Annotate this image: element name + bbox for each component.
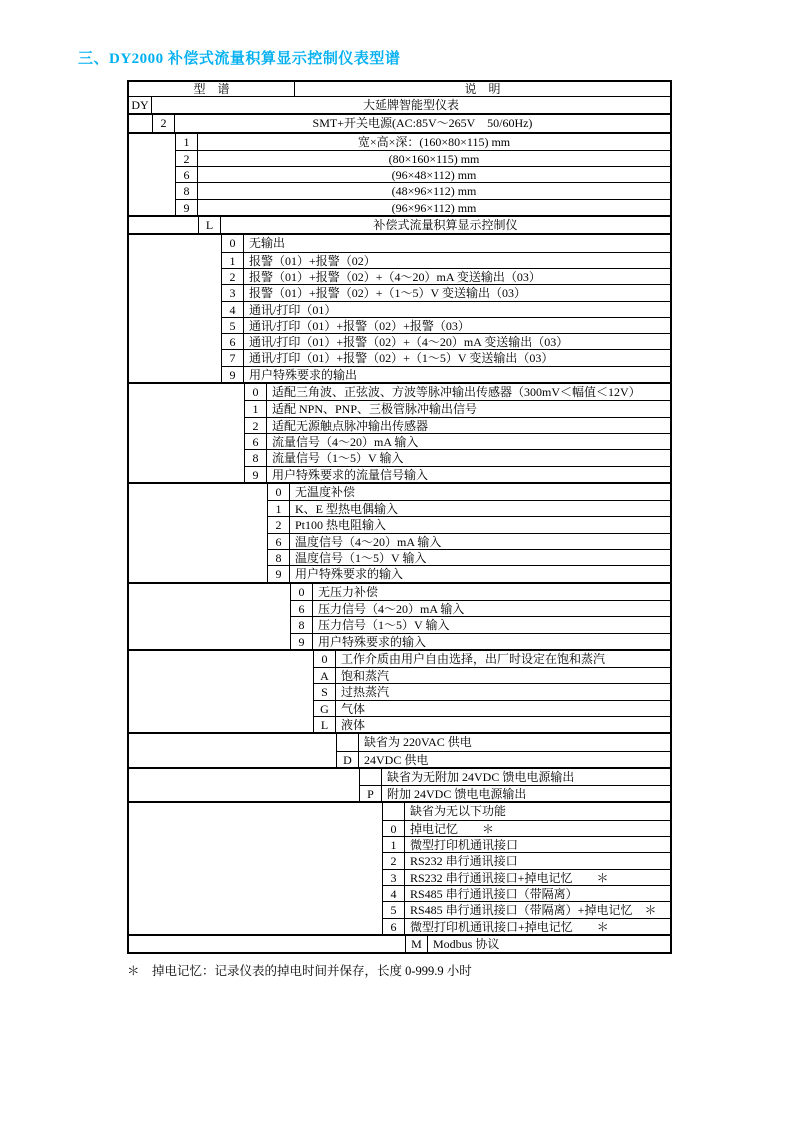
model-code-cell [336, 734, 359, 750]
model-group-feed-power [129, 767, 670, 802]
model-code-cell: 8 [244, 450, 267, 465]
model-code-cell: 6 [244, 434, 267, 449]
model-code-cell: 4 [382, 886, 405, 901]
model-row [221, 284, 670, 300]
model-desc-cell: 补偿式流量积算显示控制仪 [373, 218, 518, 233]
model-desc-cell: RS232 串行通讯接口 [410, 854, 518, 869]
model-row [290, 584, 670, 600]
model-group-flow-input [129, 382, 670, 482]
model-row [290, 600, 670, 616]
model-row [221, 235, 670, 251]
model-row [244, 433, 670, 449]
model-row [221, 317, 670, 333]
model-group-case-size [129, 132, 670, 215]
model-row [244, 466, 670, 482]
model-code-cell: 9 [290, 634, 313, 649]
model-row [382, 901, 670, 917]
model-desc-cell: 微型打印机通讯接口+掉电记忆 ＊ [410, 919, 609, 934]
model-code-cell: 0 [290, 584, 313, 600]
model-code-cell: 8 [267, 550, 290, 565]
model-desc-cell: 缺省为无附加 24VDC 馈电电源输出 [387, 769, 575, 784]
model-desc-cell: SMT+开关电源(AC:85V～265V 50/60Hz) [312, 116, 533, 131]
model-row [336, 734, 670, 750]
model-desc-cell: 缺省为 220VAC 供电 [364, 735, 472, 750]
model-code-cell: 9 [221, 367, 244, 382]
model-group-output [129, 233, 670, 382]
model-desc-cell: 附加 24VDC 馈电电源输出 [387, 787, 527, 802]
model-row [313, 716, 670, 732]
model-code-cell: 5 [382, 902, 405, 917]
model-code-cell: P [359, 786, 382, 801]
model-row [175, 166, 670, 182]
model-desc-cell: 掉电记忆 ＊ [410, 821, 495, 836]
model-row [129, 97, 670, 113]
model-desc-cell: 报警（01）+报警（02） [249, 253, 376, 268]
model-code-cell: 1 [175, 134, 198, 150]
model-desc-cell: RS232 串行通讯接口+掉电记忆 ＊ [410, 870, 609, 885]
model-code-cell: 6 [221, 334, 244, 349]
model-desc-cell: 报警（01）+报警（02）+（1～5）V 变送输出（03） [249, 286, 526, 301]
indent-spacer [129, 734, 336, 767]
model-group-temperature-input [129, 482, 670, 582]
model-group-medium [129, 649, 670, 732]
model-code-cell [359, 769, 382, 785]
model-code-cell: 1 [244, 401, 267, 416]
model-desc-cell: 通讯/打印（01）+报警（02）+报警（03） [249, 318, 470, 333]
model-row [382, 885, 670, 901]
indent-spacer [129, 217, 198, 233]
model-desc-cell: 报警（01）+报警（02）+（4～20）mA 变送输出（03） [249, 269, 541, 284]
model-code-cell: S [313, 684, 336, 699]
model-desc-cell: 通讯/打印（01） [249, 302, 337, 317]
model-code-cell: 6 [290, 601, 313, 616]
model-row [175, 150, 670, 166]
model-row [382, 852, 670, 868]
model-row [313, 700, 670, 716]
model-group-power-type [129, 113, 670, 131]
model-row [221, 301, 670, 317]
model-desc-cell: 适配三角波、正弦波、方波等脉冲输出传感器（300mV＜幅值＜12V） [272, 385, 641, 400]
model-row [244, 417, 670, 433]
model-row [267, 484, 670, 500]
model-desc-cell: 温度信号（1～5）V 输入 [295, 551, 427, 566]
table-header-row [129, 82, 670, 97]
model-group-brand [129, 97, 670, 113]
indent-spacer [129, 651, 313, 732]
model-row [382, 918, 670, 934]
model-desc-cell: 用户特殊要求的输出 [249, 367, 358, 382]
model-group-extra-function [129, 801, 670, 933]
model-desc-cell: 适配 NPN、PNP、三极管脉冲输出信号 [272, 402, 478, 417]
model-row [267, 516, 670, 532]
model-table [127, 80, 672, 954]
model-row [198, 217, 670, 233]
model-desc-cell: 无输出 [249, 236, 286, 251]
header-model-spectrum-cell: 型 谱 [129, 82, 295, 96]
model-row [382, 803, 670, 819]
model-row [175, 134, 670, 150]
indent-spacer [129, 936, 405, 952]
model-code-cell: G [313, 701, 336, 716]
model-desc-cell: 24VDC 供电 [364, 752, 429, 767]
model-desc-cell: 用户特殊要求的输入 [318, 634, 427, 649]
model-code-cell: 4 [221, 302, 244, 317]
model-code-cell: 7 [221, 350, 244, 365]
model-code-cell: L [313, 717, 336, 732]
model-desc-cell: (80×160×115) mm [388, 151, 480, 166]
model-desc-cell: 无温度补偿 [295, 484, 356, 499]
model-code-cell: 8 [175, 183, 198, 198]
indent-spacer [129, 134, 175, 215]
model-row [221, 366, 670, 382]
model-row [152, 115, 670, 131]
model-row [175, 182, 670, 198]
model-desc-cell: 通讯/打印（01）+报警（02）+（4～20）mA 变送输出（03） [249, 335, 569, 350]
model-code-cell: 0 [267, 484, 290, 500]
model-row [267, 549, 670, 565]
model-code-cell: 2 [175, 151, 198, 166]
model-row [221, 252, 670, 268]
model-group-supply-voltage [129, 732, 670, 767]
indent-spacer [129, 115, 152, 131]
model-desc-cell: 液体 [341, 717, 366, 732]
model-code-cell: L [198, 217, 221, 233]
model-code-cell: 8 [290, 617, 313, 632]
model-group-pressure-input [129, 582, 670, 649]
indent-spacer [129, 384, 244, 482]
model-code-cell: DY [129, 97, 152, 113]
model-row [221, 268, 670, 284]
model-row [175, 199, 670, 215]
model-group-instrument-type [129, 215, 670, 233]
model-row [244, 384, 670, 400]
indent-spacer [129, 235, 221, 382]
indent-spacer [129, 484, 267, 582]
model-desc-cell: 工作介质由用户自由选择，出厂时设定在饱和蒸汽 [341, 651, 606, 666]
model-desc-cell: RS485 串行通讯接口（带隔离） [410, 886, 578, 901]
model-desc-cell: K、E 型热电偶输入 [295, 502, 398, 517]
model-code-cell: 0 [313, 651, 336, 667]
model-code-cell: 1 [221, 253, 244, 268]
model-desc-cell: 压力信号（4～20）mA 输入 [318, 601, 465, 616]
model-desc-cell: 宽×高×深：(160×80×115) mm [357, 134, 511, 149]
model-row [336, 751, 670, 767]
model-row [382, 869, 670, 885]
model-code-cell: 5 [221, 318, 244, 333]
model-code-cell: 2 [221, 269, 244, 284]
model-desc-cell: 大延牌智能型仪表 [362, 98, 459, 112]
model-row [267, 533, 670, 549]
header-description-cell: 说 明 [464, 82, 501, 96]
indent-spacer [129, 803, 382, 933]
model-row [244, 449, 670, 465]
model-row [359, 785, 670, 801]
model-desc-cell: (96×48×112) mm [391, 168, 477, 183]
model-code-cell: 6 [267, 534, 290, 549]
model-code-cell: 1 [267, 501, 290, 516]
model-desc-cell: (96×96×112) mm [391, 200, 477, 215]
model-desc-cell: 微型打印机通讯接口 [410, 838, 519, 853]
model-row [313, 667, 670, 683]
model-code-cell: 2 [152, 115, 175, 131]
indent-spacer [129, 584, 290, 649]
model-row [290, 616, 670, 632]
model-desc-cell: RS485 串行通讯接口（带隔离）+掉电记忆 ＊ [410, 903, 657, 918]
model-code-cell: 0 [221, 235, 244, 251]
model-code-cell: 2 [267, 517, 290, 532]
model-code-cell: 6 [175, 167, 198, 182]
model-row [267, 500, 670, 516]
model-code-cell: 6 [382, 919, 405, 934]
page-title: 三、DY2000 补偿式流量积算显示控制仪表型谱 [78, 51, 401, 67]
model-row [313, 651, 670, 667]
model-desc-cell: Pt100 热电阻输入 [295, 518, 387, 533]
model-code-cell [382, 803, 405, 819]
model-code-cell: 0 [244, 384, 267, 400]
model-row [382, 820, 670, 836]
model-desc-cell: (48×96×112) mm [391, 184, 477, 199]
model-desc-cell: 缺省为无以下功能 [410, 804, 507, 819]
model-desc-cell: 气体 [341, 701, 366, 716]
footnote: ＊ 掉电记忆：记录仪表的掉电时间并保存，长度 0-999.9 小时 [127, 964, 472, 978]
model-desc-cell: 流量信号（1～5）V 输入 [272, 451, 404, 466]
indent-spacer [129, 769, 359, 802]
model-code-cell: 9 [244, 467, 267, 482]
model-code-cell: 3 [221, 285, 244, 300]
model-desc-cell: 通讯/打印（01）+报警（02）+（1～5）V 变送输出（03） [249, 351, 554, 366]
model-row [313, 683, 670, 699]
model-code-cell: M [405, 936, 428, 952]
model-row [244, 400, 670, 416]
model-desc-cell: 饱和蒸汽 [341, 669, 390, 684]
model-code-cell: 9 [267, 566, 290, 581]
model-desc-cell: 压力信号（1～5）V 输入 [318, 618, 450, 633]
model-desc-cell: 用户特殊要求的流量信号输入 [272, 467, 429, 482]
model-code-cell: 1 [382, 837, 405, 852]
model-row [382, 836, 670, 852]
model-row [405, 936, 670, 952]
model-row [221, 349, 670, 365]
model-row [290, 633, 670, 649]
model-code-cell: 2 [244, 418, 267, 433]
model-code-cell: 0 [382, 821, 405, 836]
model-code-cell: D [336, 752, 359, 767]
model-desc-cell: 无压力补偿 [318, 584, 379, 599]
model-desc-cell: 适配无源触点脉冲输出传感器 [272, 418, 429, 433]
model-code-cell: 9 [175, 200, 198, 215]
model-desc-cell: 过热蒸汽 [341, 685, 390, 700]
model-row [359, 769, 670, 785]
model-row [267, 565, 670, 581]
model-group-protocol [129, 934, 670, 952]
model-desc-cell: 温度信号（4～20）mA 输入 [295, 534, 442, 549]
model-code-cell: 3 [382, 870, 405, 885]
model-code-cell: A [313, 668, 336, 683]
model-desc-cell: 用户特殊要求的输入 [295, 567, 404, 582]
model-desc-cell: Modbus 协议 [433, 936, 500, 951]
model-desc-cell: 流量信号（4～20）mA 输入 [272, 434, 419, 449]
model-code-cell: 2 [382, 853, 405, 868]
model-row [221, 333, 670, 349]
